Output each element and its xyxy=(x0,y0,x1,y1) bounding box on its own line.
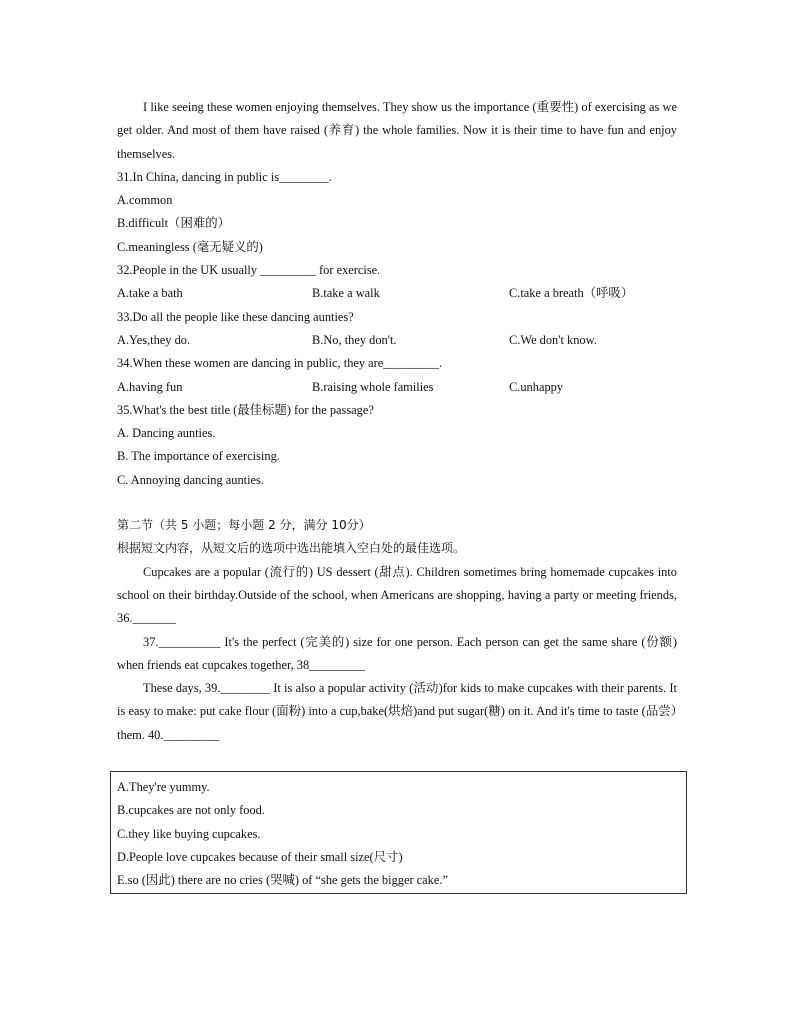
question-32 xyxy=(117,259,677,306)
option-a: A. Dancing aunties. xyxy=(117,426,216,441)
option-c: C.take a breath（呼吸） xyxy=(509,286,634,301)
cloze-paragraph-3: These days, 39.________ It is also a popular activity (活动)for kids to make cupcakes with their parents. It is easy to make: put cake flour (面粉) into a cup,bake(烘焙)and put sugar(糖) on it. And it's time to taste (品尝）them. 40._________ xyxy=(117,681,677,742)
question-31 xyxy=(117,166,677,259)
option-c: C.unhappy xyxy=(509,379,564,394)
choices-box xyxy=(110,771,687,894)
option-b: B. The importance of exercising. xyxy=(117,449,280,464)
option-a: A.common xyxy=(117,193,173,208)
question-34 xyxy=(117,352,677,399)
reading-section xyxy=(117,96,677,747)
cloze-paragraph-2: 37.__________ It's the perfect (完美的) size for one person. Each person can get the same share (份额) when friends eat cupcakes together, 38_________ xyxy=(117,634,677,672)
cloze-paragraph-1: Cupcakes are a popular (流行的) US dessert (甜点). Children sometimes bring homemade cupcakes into school on their birthday.Outside of the school, when Americans are shopping, having a party or meeting friends, 36._______ xyxy=(117,564,677,626)
option-b: B.No, they don't. xyxy=(312,332,397,347)
option-a: A.having fun xyxy=(117,379,183,394)
options-row xyxy=(117,282,677,305)
question-stem: 33.Do all the people like these dancing aunties? xyxy=(117,309,354,324)
section-heading: 第二节（共 5 小题；每小题 2 分，满分 10分） xyxy=(117,518,371,533)
option-a: A.take a bath xyxy=(117,286,183,301)
option-b: B.difficult（困难的） xyxy=(117,216,231,231)
option-c: C.meaningless (毫无疑义的) xyxy=(117,239,263,254)
choice-e: E.so (因此) there are no cries (哭喊) of “she gets the bigger cake.” xyxy=(117,873,448,888)
option-a: A.Yes,they do. xyxy=(117,332,191,347)
question-stem: 35.What's the best title (最佳标题) for the passage? xyxy=(117,402,374,417)
section-instruction: 根据短文内容，从短文后的选项中选出能填入空白处的最佳选项。 xyxy=(117,541,466,556)
options-row xyxy=(117,329,677,352)
choice-c: C.they like buying cupcakes. xyxy=(117,826,261,841)
choice-b: B.cupcakes are not only food. xyxy=(117,803,265,818)
option-b: B.raising whole families xyxy=(312,379,434,394)
options-row xyxy=(117,376,677,399)
choice-d: D.People love cupcakes because of their small size(尺寸) xyxy=(117,849,403,864)
choice-a: A.They're yummy. xyxy=(117,780,210,794)
question-35 xyxy=(117,399,677,492)
option-c: C.We don't know. xyxy=(509,332,597,347)
option-b: B.take a walk xyxy=(312,286,380,301)
question-stem: 34.When these women are dancing in public, they are_________. xyxy=(117,356,443,371)
section-2 xyxy=(117,514,677,747)
question-stem: 31.In China, dancing in public is________. xyxy=(117,169,332,184)
question-stem: 32.People in the UK usually _________ for exercise. xyxy=(117,263,381,278)
question-33 xyxy=(117,306,677,353)
section-spacer xyxy=(117,492,677,514)
option-c: C. Annoying dancing aunties. xyxy=(117,472,264,487)
passage-paragraph: I like seeing these women enjoying themselves. They show us the importance (重要性) of exercising as we get older. And most of them have raised (养育) the whole families. Now it is their time to have fun and enjoy themselves. xyxy=(117,100,677,161)
